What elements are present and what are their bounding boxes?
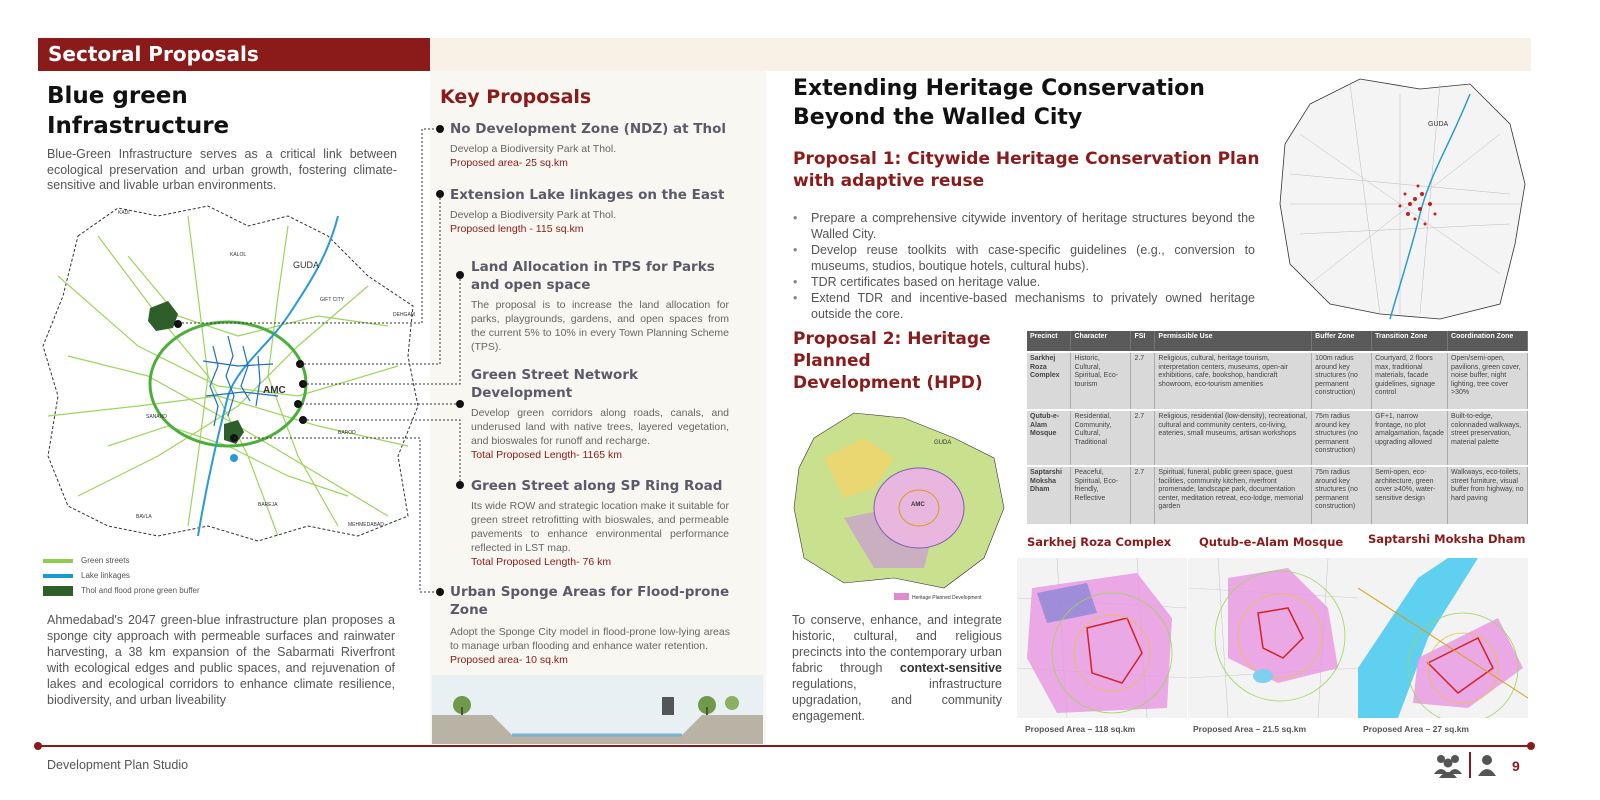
bgi-intro: Blue-Green Infrastructure serves as a critical link between ecological preservation and urban growth, fostering climate-sensitive and livable urban environments.: [47, 147, 397, 192]
table-row: [1027, 466, 1528, 524]
table-header: Permissible Use: [1155, 331, 1312, 352]
table-cell: Saptarshi Moksha Dham: [1027, 466, 1071, 524]
saptarshi-site-map: [1358, 558, 1528, 718]
table-cell: 100m radius around key structures (no permanent construction): [1312, 352, 1372, 410]
proposal-metric: Proposed area- 25 sq.km: [450, 157, 568, 169]
map-label-guda: GUDA: [293, 260, 320, 270]
table-row: [1027, 410, 1528, 466]
table-header: FSI: [1131, 331, 1155, 352]
table-header: Precinct: [1027, 331, 1071, 352]
table-cell: Courtyard, 2 floors max, traditional materials, facade guidelines, signage control: [1372, 352, 1448, 410]
table-header: Character: [1071, 331, 1131, 352]
footer-icons: [1433, 752, 1497, 778]
hpd-map: [784, 398, 1010, 606]
site-area: Proposed Area – 27 sq.km: [1363, 724, 1469, 734]
table-cell: Sarkhej Roza Complex: [1027, 352, 1071, 410]
proposal-text: The proposal is to increase the land allocation for parks, playgrounds, gardens, and open spaces from the current 5% to 10% in every Town Planning Scheme (TPS).: [471, 299, 729, 353]
table-cell: Historic, Cultural, Spiritual, Eco-tourism: [1071, 352, 1131, 410]
proposal-lake-linkages: [450, 186, 730, 236]
table-header: Transition Zone: [1372, 331, 1448, 352]
map-label-guda: GUDA: [934, 440, 952, 446]
proposal1-title: Proposal 1: Citywide Heritage Conservation Plan with adaptive reuse: [793, 149, 1260, 191]
bullet-dot: [456, 271, 464, 279]
table-cell: Peaceful, Spiritual, Eco-friendly, Reflective: [1071, 466, 1131, 524]
proposal-metric: Proposed area- 10 sq.km: [450, 654, 568, 666]
bullet-dot: [436, 190, 444, 198]
group-icon: [1433, 752, 1463, 778]
map-label-amc: AMC: [911, 502, 925, 508]
footer-rule: [38, 745, 1531, 747]
list-item: • TDR certificates based on heritage value.: [793, 274, 1255, 290]
heritage-title: Extending Heritage Conservation Beyond the Walled City: [793, 76, 1205, 130]
table-cell: 75m radius around key structures (no permanent construction): [1312, 466, 1372, 524]
map-label-kadi: KADI: [118, 210, 130, 216]
body-emphasis: context-sensitive: [899, 661, 1002, 675]
thol-buffer: [148, 301, 178, 331]
user-icon: [1477, 752, 1497, 778]
table-cell: 2.7: [1131, 410, 1155, 466]
site-label: Sarkhej Roza Complex: [1027, 535, 1172, 549]
table-header-row: [1027, 331, 1528, 352]
footer-dot: [1527, 742, 1535, 750]
citywide-heritage-map: [1270, 74, 1530, 326]
proposal1-list: [793, 210, 1255, 322]
legend-item: [43, 553, 200, 568]
map-label-barod: BAROD: [338, 430, 356, 436]
list-item: • Extend TDR and incentive-based mechanisms to privately owned heritage outside the core.: [793, 290, 1255, 322]
legend-label: Green streets: [81, 556, 130, 565]
divider: [1469, 752, 1471, 778]
site-label: Qutub-e-Alam Mosque: [1199, 535, 1344, 549]
bgi-body: Ahmedabad's 2047 green-blue infrastructure plan proposes a sponge city approach with permeable surfaces and rainwater harvesting, a 38 km expansion of the Sabarmati Riverfront with ecological edges and public spaces, and rejuvenation of lakes and ecological corridors to enhance climate resilience, biodiversity, and urban liveability: [47, 613, 395, 707]
bgi-title: Blue green Infrastructure: [47, 83, 230, 139]
sarkhej-site-map: [1017, 558, 1187, 718]
body-text: regulations, infrastructure upgradation, and community engagement.: [792, 677, 1002, 723]
map-legend: [43, 553, 200, 598]
legend-item: [43, 583, 200, 598]
hpd-table: [1027, 331, 1528, 524]
header-band: [430, 38, 1531, 71]
proposal-heading: Green Street along SP Ring Road: [471, 478, 723, 494]
map-label-amc: AMC: [263, 385, 286, 396]
proposal-metric: Total Proposed Length- 1165 km: [471, 449, 622, 461]
table-cell: Religious, residential (low-density), recreational, cultural and community centers, co-living, eateries, small museums, artisan workshops: [1155, 410, 1312, 466]
legend-swatch-lake-linkages: [43, 574, 73, 578]
table-cell: Qutub-e-Alam Mosque: [1027, 410, 1071, 466]
table-cell: 75m radius around key structures (no permanent construction): [1312, 410, 1372, 466]
table-cell: Open/semi-open, pavilions, green cover, noise buffer, night lighting, tree cover >30%: [1448, 352, 1528, 410]
legend-swatch-green-streets: [43, 559, 73, 563]
green-streets: [48, 216, 408, 536]
bullet-dot: [436, 125, 444, 133]
map-label-kalol: KALOL: [230, 252, 247, 258]
legend-swatch-thol: [43, 586, 73, 596]
proposal-metric: Proposed length - 115 sq.km: [450, 223, 584, 235]
bullet-dot: [436, 588, 444, 596]
site-area: Proposed Area – 118 sq.km: [1025, 724, 1136, 734]
list-item: • Develop reuse toolkits with case-specific guidelines (e.g., conversion to museums, studios, boutique hotels, cultural hubs).: [793, 242, 1255, 274]
list-item: • Prepare a comprehensive citywide inventory of heritage structures beyond the Walled City.: [793, 210, 1255, 242]
proposal-text: Adopt the Sponge City model in flood-prone low-lying areas to manage urban flooding and enhance water retention.: [450, 626, 730, 652]
site-area: Proposed Area – 21.5 sq.km: [1193, 724, 1307, 734]
body-text: To conserve, enhance, and integrate historic, cultural, and religious precincts into the contemporary urban fabric through: [792, 613, 1002, 675]
table-cell: Residential, Community, Cultural, Traditional: [1071, 410, 1131, 466]
proposal-heading: Extension Lake linkages on the East: [450, 187, 725, 203]
section-title: Sectoral Proposals: [48, 42, 259, 66]
proposal-ndz: [450, 120, 730, 170]
footer-dot: [34, 742, 42, 750]
proposal-ring-road: [471, 477, 729, 569]
section-header: [38, 38, 430, 71]
proposal-metric: Total Proposed Length- 76 km: [471, 556, 612, 568]
map-label-bareja: BAREJA: [258, 502, 278, 508]
proposal-text: Its wide ROW and strategic location make it suitable for green street retrofitting with bioswales, and permeable pavements to enhance environmental performance reflected in LST map.: [471, 500, 729, 554]
proposal-heading: No Development Zone (NDZ) at Thol: [450, 121, 726, 137]
table-cell: Walkways, eco-toilets, street furniture, visual buffer from highway, no hard paving: [1448, 466, 1528, 524]
qutub-site-map: [1188, 558, 1358, 718]
proposal-heading: Urban Sponge Areas for Flood-prone Zone: [450, 584, 730, 618]
site-label: Saptarshi Moksha Dham: [1368, 532, 1526, 546]
sponge-section-illustration: [432, 675, 763, 744]
table-header: Coordination Zone: [1448, 331, 1528, 352]
key-proposals-title: Key Proposals: [440, 86, 592, 108]
table-row: [1027, 352, 1528, 410]
map-label-guda: GUDA: [1428, 121, 1449, 128]
proposal-heading: Green Street Network Development: [471, 367, 638, 401]
table-cell: Built-to-edge, colonnaded walkways, street preservation, material palette: [1448, 410, 1528, 466]
blue-green-map: [38, 196, 423, 548]
table-header: Buffer Zone: [1312, 331, 1372, 352]
map-label-dehgam: DEHGAM: [393, 312, 415, 318]
legend-item: [43, 568, 200, 583]
table-cell: GF+1, narrow frontage, no plot amalgamation, façade upgrading allowed: [1372, 410, 1448, 466]
map-label-mehmedabad: MEHMEDABAD: [348, 522, 384, 528]
bullet-dot: [456, 481, 464, 489]
proposal-sponge: [450, 583, 730, 667]
bullet-dot: [456, 400, 464, 408]
legend-label: Thol and flood prone green buffer: [81, 586, 200, 595]
table-cell: Semi-open, eco-architecture, green cover ≥40%, water-sensitive design: [1372, 466, 1448, 524]
table-cell: 2.7: [1131, 352, 1155, 410]
map-label-sanand: SANAND: [146, 414, 167, 420]
hpd-legend-label: Heritage Planned Development: [912, 595, 982, 601]
proposal-text: Develop a Biodiversity Park at Thol.: [450, 143, 617, 155]
table-cell: Religious, cultural, heritage tourism, interpretation centers, museums, open-air exhibitions, cafe, bookshop, handicraft showroom, eco-tourism amenities: [1155, 352, 1312, 410]
proposal-green-street: [471, 366, 729, 462]
proposal-heading: Land Allocation in TPS for Parks and open space: [471, 259, 715, 293]
proposal-text: Develop green corridors along roads, canals, and underused land with native trees, layered vegetation, and bioswales for runoff and recharge.: [471, 407, 729, 447]
proposal2-title: Proposal 2: Heritage Planned Development (HPD): [793, 329, 991, 393]
legend-label: Lake linkages: [81, 571, 130, 580]
proposal-tps: [471, 258, 729, 354]
page-number: 9: [1512, 758, 1520, 774]
footer-studio: Development Plan Studio: [47, 758, 189, 772]
proposal2-body: [792, 612, 1002, 724]
table-cell: Spiritual, funeral, public green space, guest facilities, community kitchen, riverfront promenade, landscape park, documentation center, meditation retreat, eco-lodge, memorial garden: [1155, 466, 1312, 524]
proposal-text: Develop a Biodiversity Park at Thol.: [450, 209, 617, 221]
map-label-bavla: BAVLA: [136, 514, 152, 520]
lake-marker: [230, 454, 238, 462]
table-cell: 2.7: [1131, 466, 1155, 524]
map-label-gift: GIFT CITY: [320, 297, 345, 303]
